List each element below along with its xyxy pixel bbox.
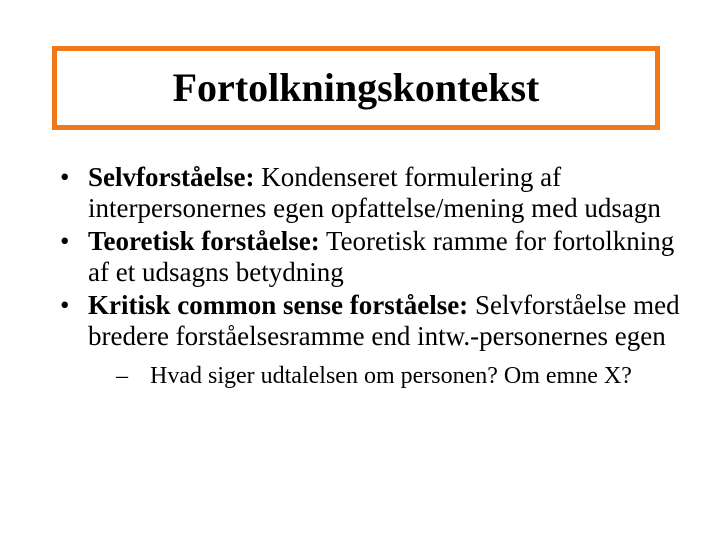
bullet-item-teoretisk [60, 226, 700, 288]
bullet-text: Teoretisk ramme for fortolkning af et udsagns betydning [88, 226, 675, 287]
bullet-term: Kritisk common sense forståelse: [88, 290, 469, 320]
bullet-item-kritisk [60, 290, 700, 390]
dash-icon: – [116, 363, 128, 389]
bullet-item-selvforstaaelse [60, 162, 700, 224]
bullet-term: Selvforståelse: [88, 162, 255, 192]
bullet-dot-icon: • [60, 290, 70, 320]
bullet-dot-icon: • [60, 162, 70, 192]
bullet-list [60, 162, 700, 392]
bullet-text: Kondenseret formulering af interpersonernes egen opfattelse/mening med udsagn [88, 162, 661, 223]
bullet-text: Selvforståelse med bredere forståelsesramme end intw.-personernes egen [88, 290, 680, 351]
slide-title: Fortolkningskontekst [172, 65, 540, 110]
sub-bullet-item [88, 362, 700, 390]
title-box [52, 46, 660, 130]
sub-bullet-text: Hvad siger udtalelsen om personen? Om emne X? [150, 363, 632, 389]
bullet-term: Teoretisk forståelse: [88, 226, 320, 256]
bullet-dot-icon: • [60, 226, 70, 256]
